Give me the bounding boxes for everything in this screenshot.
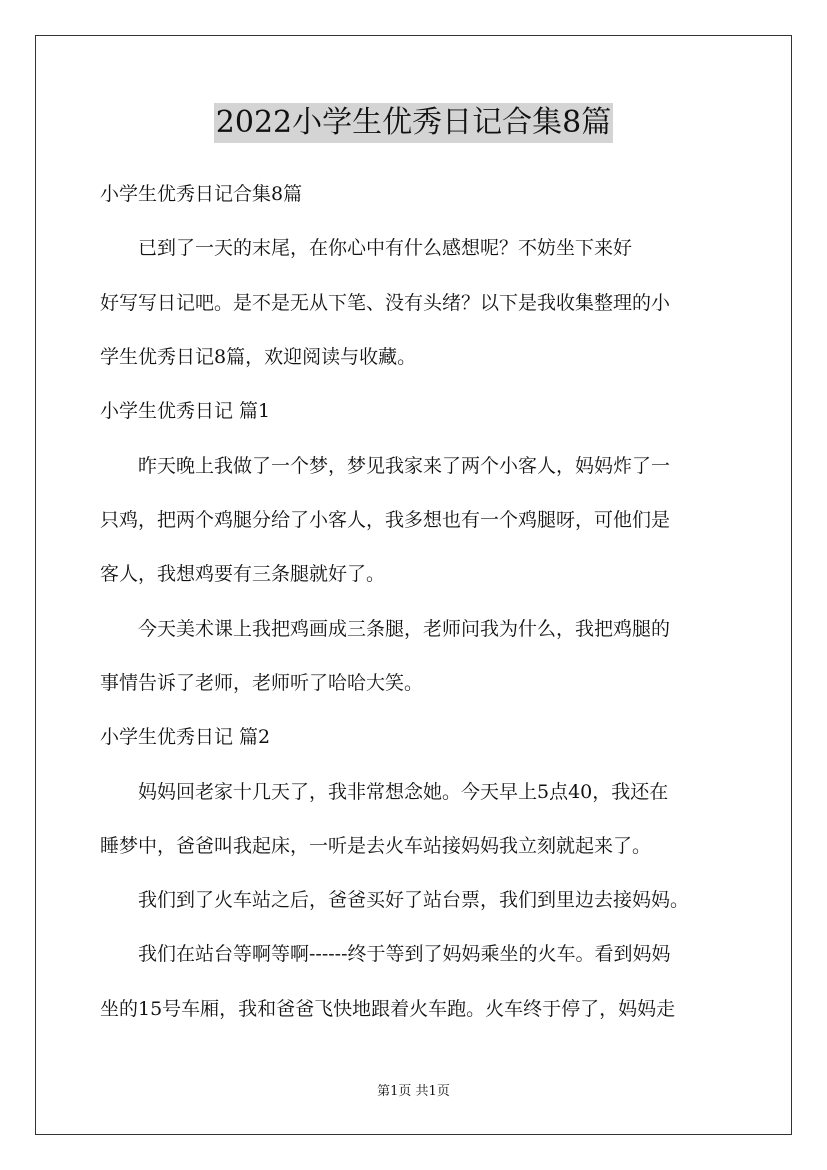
body-line: 今天美术课上我把鸡画成三条腿，老师问我为什么，我把鸡腿的 — [100, 618, 671, 640]
body-line: 我们在站台等啊等啊------终于等到了妈妈乘坐的火车。看到妈妈 — [100, 943, 671, 965]
section-heading-1: 小学生优秀日记 篇1 — [100, 400, 271, 422]
body-line: 客人，我想鸡要有三条腿就好了。 — [100, 563, 386, 585]
document-title: 2022小学生优秀日记合集8篇 — [214, 103, 613, 143]
body-line: 事情告诉了老师，老师听了哈哈大笑。 — [100, 672, 424, 694]
intro-line-3: 学生优秀日记8篇，欢迎阅读与收藏。 — [100, 346, 417, 368]
section-heading-2: 小学生优秀日记 篇2 — [100, 726, 271, 748]
body-line: 睡梦中，爸爸叫我起床，一听是去火车站接妈妈我立刻就起来了。 — [100, 835, 652, 857]
subtitle-line: 小学生优秀日记合集8篇 — [100, 183, 303, 205]
intro-line-1: 已到了一天的末尾，在你心中有什么感想呢？不妨坐下来好 — [100, 237, 633, 259]
document-title-wrapper — [0, 103, 827, 143]
body-line: 昨天晚上我做了一个梦，梦见我家来了两个小客人，妈妈炸了一 — [100, 455, 671, 477]
body-line: 妈妈回老家十几天了，我非常想念她。今天早上5点40，我还在 — [100, 781, 669, 803]
body-line: 我们到了火车站之后，爸爸买好了站台票，我们到里边去接妈妈。 — [100, 889, 690, 911]
body-line: 只鸡，把两个鸡腿分给了小客人，我多想也有一个鸡腿呀，可他们是 — [100, 509, 671, 531]
body-line: 坐的15号车厢，我和爸爸飞快地跟着火车跑。火车终于停了，妈妈走 — [100, 998, 676, 1020]
page-footer: 第1页 共1页 — [377, 1084, 450, 1099]
intro-line-2: 好写写日记吧。是不是无从下笔、没有头绪？以下是我收集整理的小 — [100, 292, 671, 314]
